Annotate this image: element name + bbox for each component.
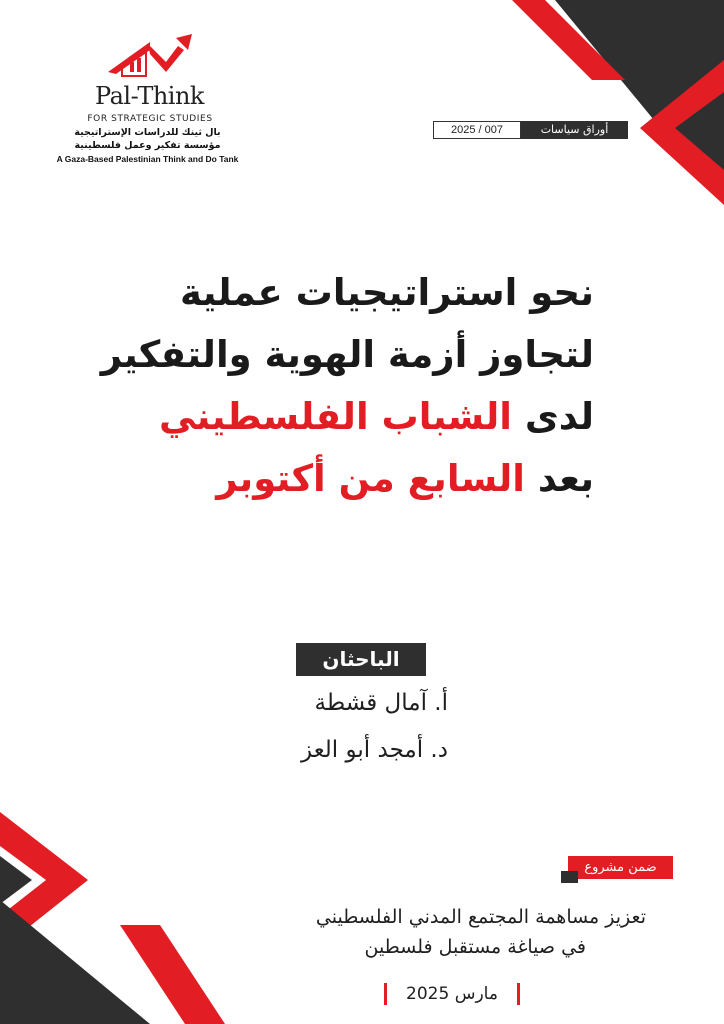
bottom-left-red-stripe	[120, 925, 225, 1024]
project-title-line-2: في صياغة مستقبل فلسطين	[364, 936, 586, 958]
researchers-label: الباحثان	[296, 643, 426, 676]
researcher-name-1: أ. آمال قشطة	[314, 690, 448, 716]
publication-date: مارس 2025	[384, 983, 520, 1005]
title-line-2: لتجاوز أزمة الهوية والتفكير	[100, 333, 594, 376]
logo-arabic-tagline: مؤسسة تفكير وعمل فلسطينية	[74, 140, 221, 151]
project-title-line-1: تعزيز مساهمة المجتمع المدني الفلسطيني	[315, 906, 646, 928]
series-label: أوراق سياسات	[521, 121, 628, 139]
project-badge: ضمن مشروع	[568, 856, 673, 879]
series-label-box	[433, 121, 628, 139]
title-line-4-highlight: السابع من أكتوبر	[216, 457, 525, 500]
logo-subtitle: FOR STRATEGIC STUDIES	[87, 114, 213, 124]
researcher-name-2: د. أمجد أبو العز	[301, 737, 448, 763]
project-badge-mark	[561, 871, 578, 883]
logo-arabic-name: بال ثينك للدراسات الإستراتيجية	[74, 127, 221, 138]
logo-english-tagline: A Gaza-Based Palestinian Think and Do Tank	[56, 154, 239, 164]
series-number: 2025 / 007	[433, 121, 521, 139]
title-line-3	[114, 386, 594, 448]
project-title	[246, 902, 646, 962]
logo-name: Pal-Think	[95, 82, 204, 110]
document-title	[100, 262, 594, 510]
title-line-1: نحو استراتيجيات عملية	[180, 271, 594, 314]
title-line-3-plain: لدى	[524, 395, 594, 438]
title-line-3-highlight: الشباب الفلسطيني	[158, 395, 512, 438]
title-line-4-plain: بعد	[537, 457, 594, 500]
pal-think-logo	[40, 30, 255, 164]
title-line-4	[114, 448, 594, 510]
